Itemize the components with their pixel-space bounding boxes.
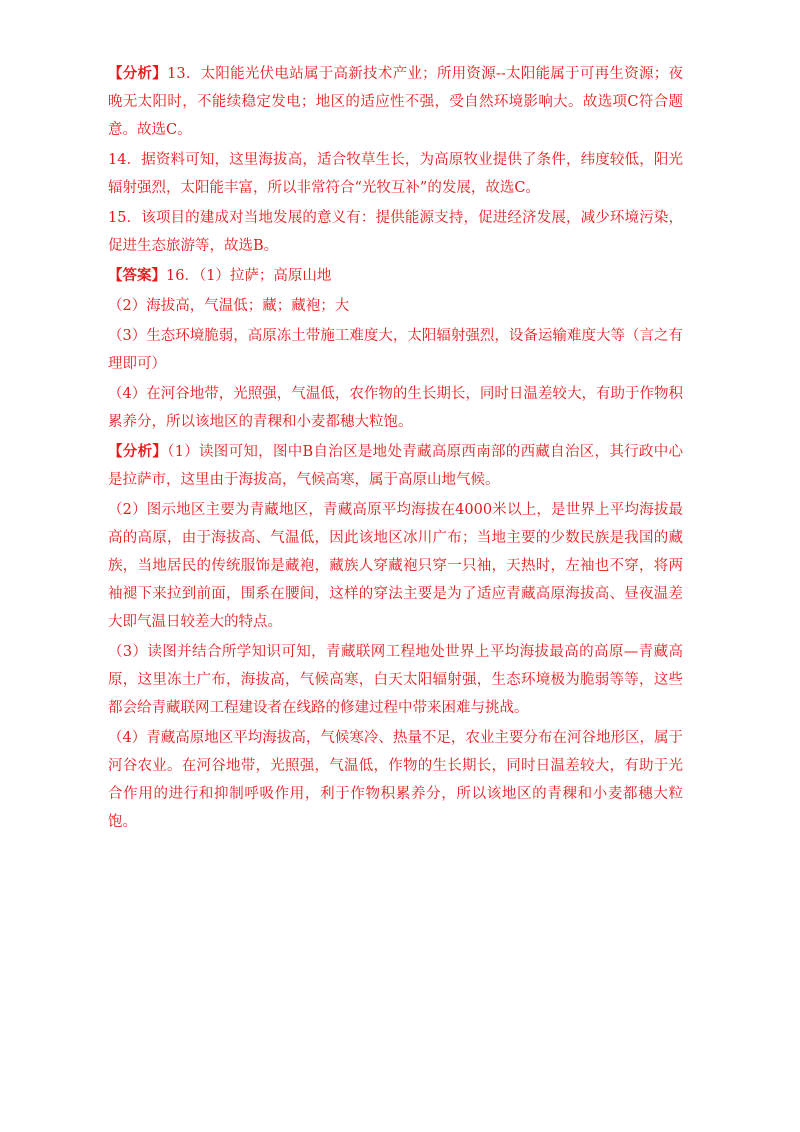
document-body [108, 60, 683, 838]
paragraph-analysis-4 [108, 724, 683, 836]
paragraph-text: （4）在河谷地带，光照强，气温低，农作物的生长期长，同时日温差较大，有助于作物积累养分，所以该地区的青稞和小麦都穗大粒饱。 [108, 386, 683, 430]
paragraph-answer-3 [108, 322, 683, 378]
paragraph-15 [108, 204, 683, 260]
analysis-tag: 【分析】 [108, 443, 168, 460]
paragraph-text: （2）海拔高，气温低；藏；藏袍；大 [108, 298, 350, 314]
paragraph-text: 14．据资料可知，这里海拔高，适合牧草生长，为高原牧业提供了条件，纬度较低，阳光辐射强烈，太阳能丰富，所以非常符合“光牧互补”的发展，故选C。 [108, 152, 683, 196]
paragraph-text: 15．该项目的建成对当地发展的意义有：提供能源支持，促进经济发展，减少环境污染，促进生态旅游等，故选B。 [108, 210, 683, 254]
answer-tag: 【答案】 [108, 267, 166, 284]
paragraph-text: （1）读图可知，图中B自治区是地处青藏高原西南部的西藏自治区，其行政中心是拉萨市，这里由于海拔高，气候高寒，属于高原山地气候。 [108, 444, 683, 488]
paragraph-14 [108, 146, 683, 202]
paragraph-analysis-2 [108, 496, 683, 636]
paragraph-answer-2 [108, 292, 683, 320]
analysis-tag: 【分析】 [108, 65, 168, 82]
paragraph-analysis-3 [108, 638, 683, 722]
paragraph-analysis-13 [108, 60, 683, 144]
paragraph-text: 16．（1）拉萨；高原山地 [166, 268, 332, 284]
paragraph-text: （4）青藏高原地区平均海拔高，气候寒冷、热量不足，农业主要分布在河谷地形区，属于河谷农业。在河谷地带，光照强，气温低，作物的生长期长，同时日温差较大，有助于光合作用的进行和抑制呼吸作用，利于作物积累养分，所以该地区的青稞和小麦都穗大粒饱。 [108, 730, 683, 830]
paragraph-text: （3）读图并结合所学知识可知，青藏联网工程地处世界上平均海拔最高的高原—青藏高原，这里冻土广布，海拔高，气候高寒，白天太阳辐射强，生态环境极为脆弱等等，这些都会给青藏联网工程建设者在线路的修建过程中带来困难与挑战。 [108, 644, 683, 716]
paragraph-text: （2）图示地区主要为青藏地区，青藏高原平均海拔在4000米以上，是世界上平均海拔最高的高原，由于海拔高、气温低，因此该地区冰川广布；当地主要的少数民族是我国的藏族，当地居民的传统服饰是藏袍，藏族人穿藏袍只穿一只袖，天热时，左袖也不穿，将两袖褪下来拉到前面，围系在腰间，这样的穿法主要是为了适应青藏高原海拔高、昼夜温差大即气温日较差大的特点。 [108, 502, 683, 630]
paragraph-text: 13．太阳能光伏电站属于高新技术产业；所用资源--太阳能属于可再生资源；夜晚无太阳时，不能续稳定发电；地区的适应性不强，受自然环境影响大。故选项C符合题意。故选C。 [108, 66, 684, 138]
paragraph-analysis-1 [108, 438, 683, 494]
paragraph-text: （3）生态环境脆弱，高原冻土带施工难度大，太阳辐射强烈，设备运输难度大等（言之有理即可） [108, 328, 683, 372]
paragraph-answer-4 [108, 380, 683, 436]
paragraph-answer-16 [108, 262, 683, 290]
